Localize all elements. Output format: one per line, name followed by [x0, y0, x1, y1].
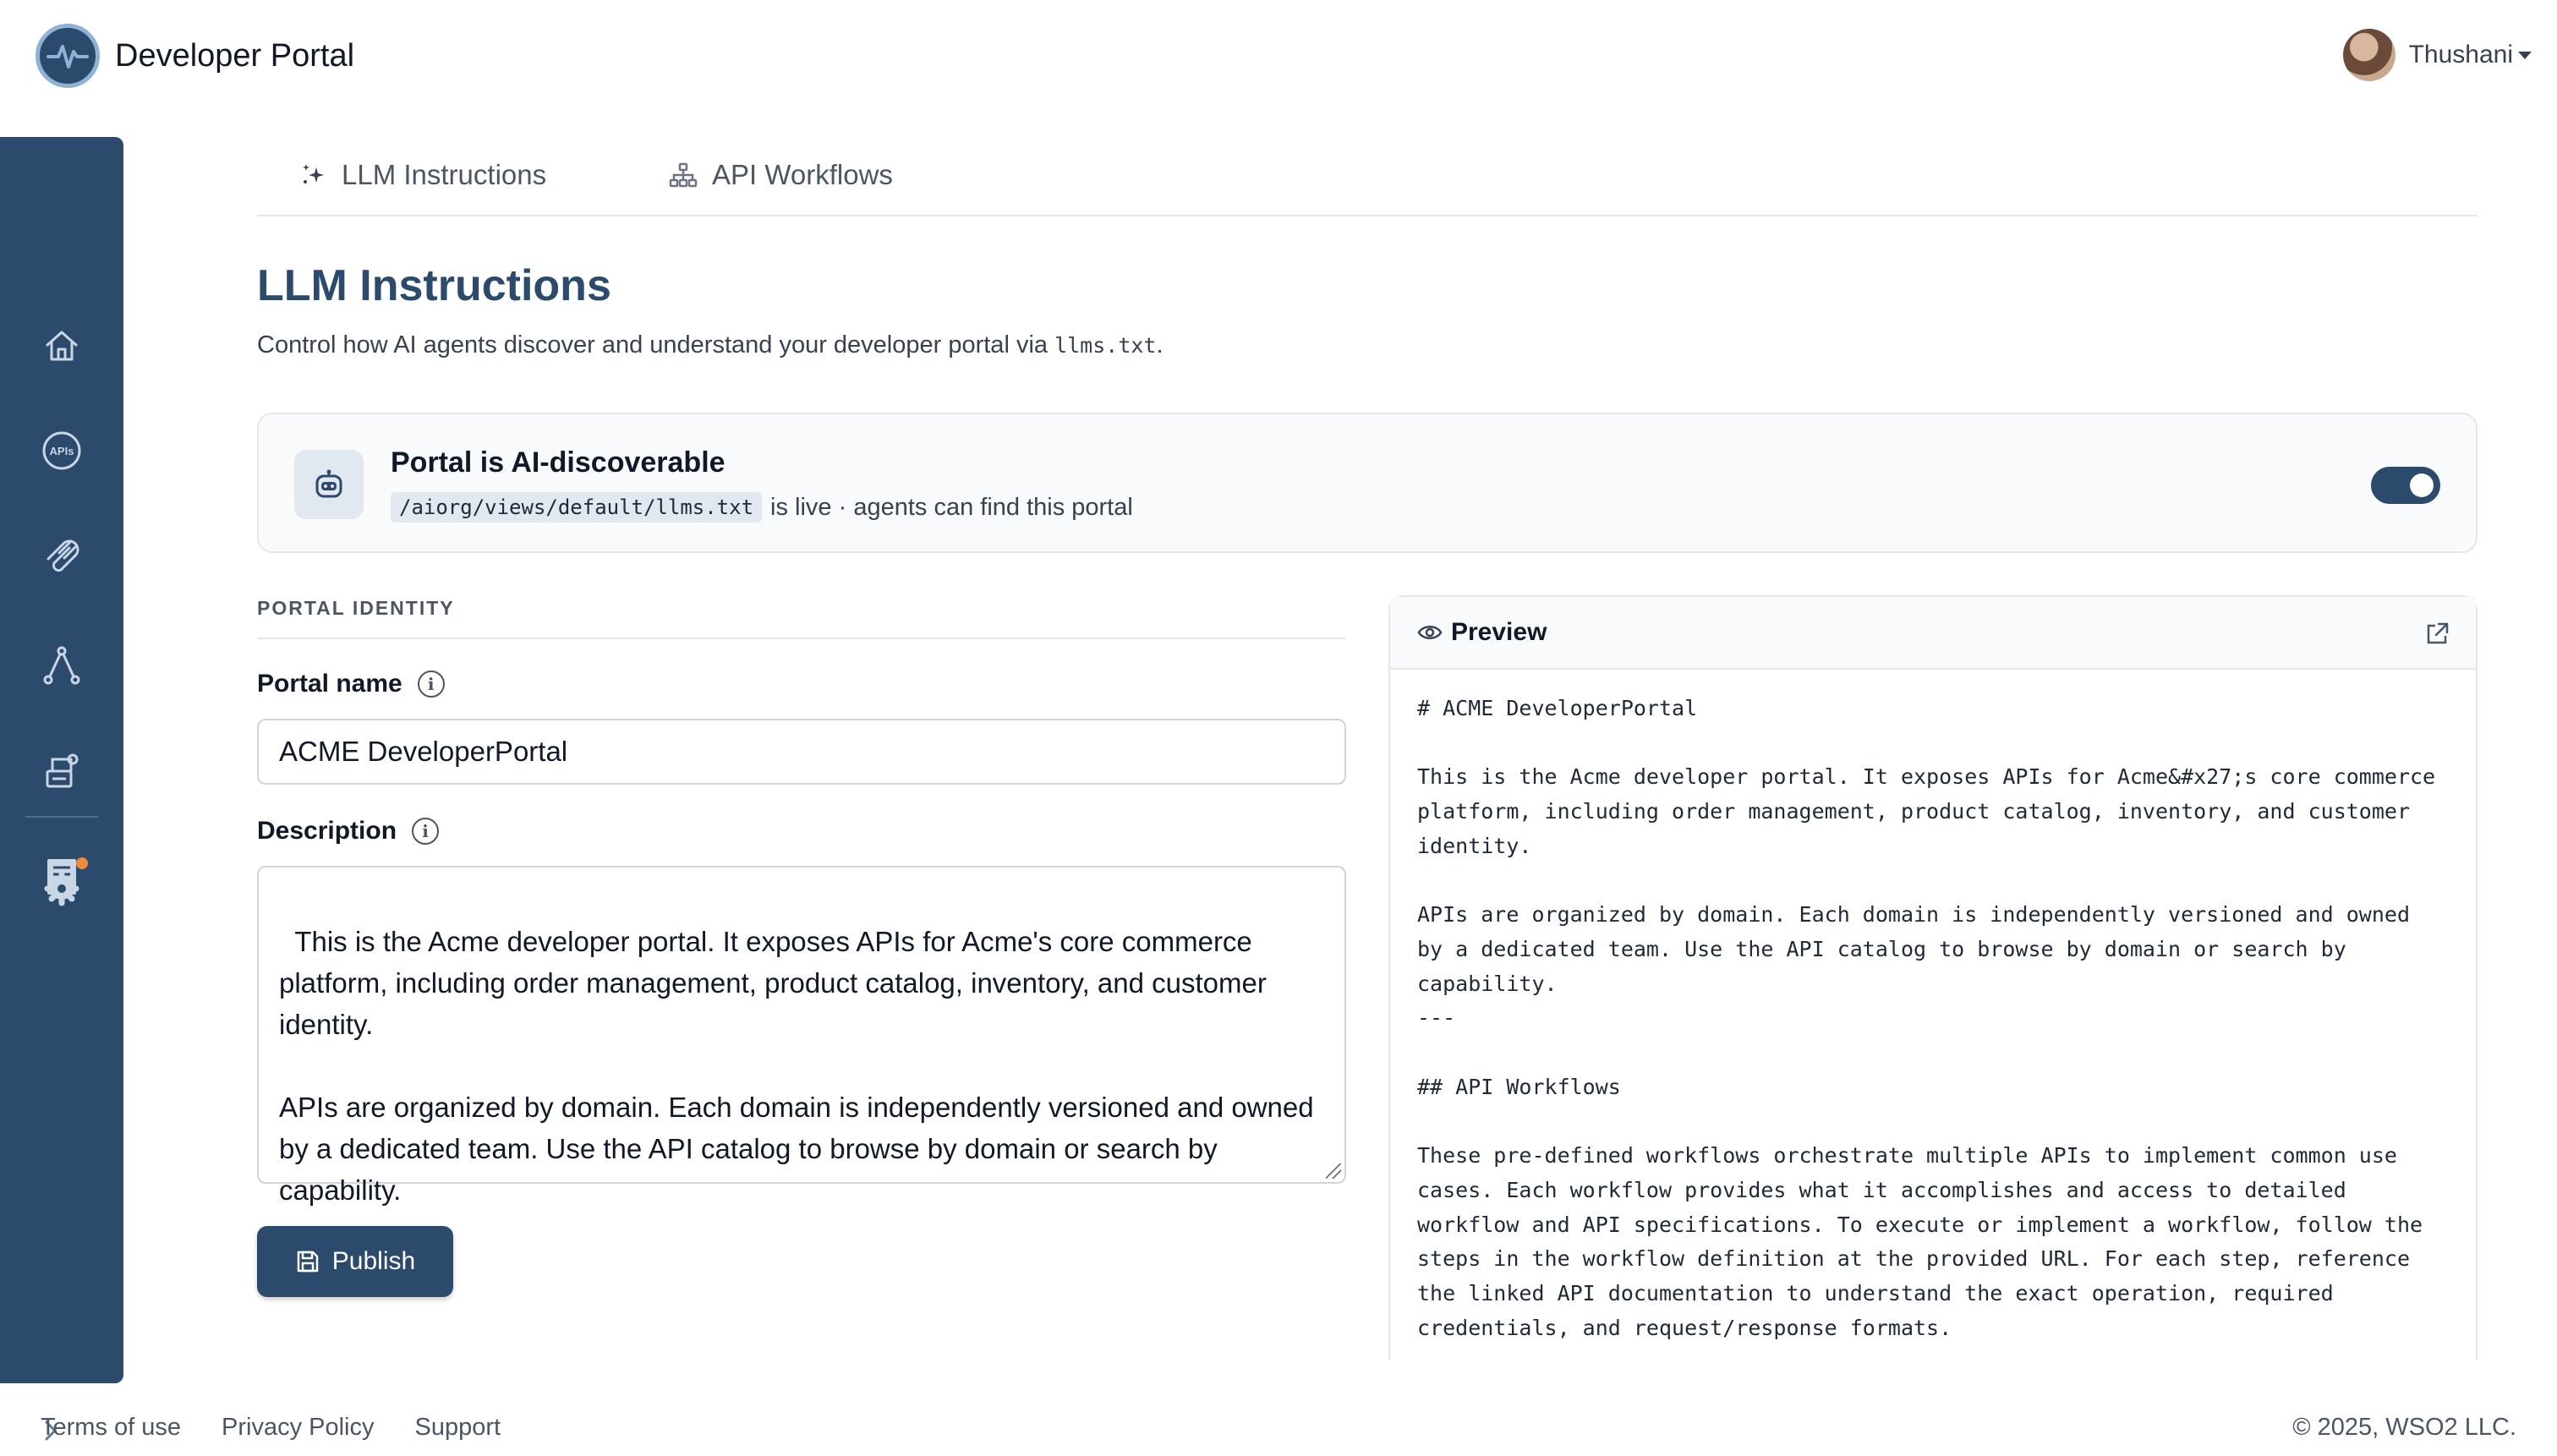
input-value: ACME DeveloperPortal: [279, 736, 568, 767]
applications-icon: [41, 751, 83, 793]
publish-label: Publish: [331, 1247, 416, 1275]
toggle-knob: [2410, 473, 2434, 497]
save-icon: [295, 1249, 320, 1274]
section-divider: [257, 638, 1346, 639]
subtitle-suffix: .: [1156, 331, 1164, 359]
sidebar-item-workflows[interactable]: [0, 519, 123, 595]
eye-icon: [1417, 622, 1443, 643]
external-link-icon[interactable]: [2423, 621, 2450, 648]
tab-api-workflows[interactable]: [668, 159, 893, 191]
preview-header: [1390, 597, 2476, 670]
settings-notification-dot: [76, 857, 88, 869]
sidebar-item-applications[interactable]: [0, 734, 123, 810]
hierarchy-icon: [668, 161, 698, 189]
ai-discoverable-card: [257, 413, 2478, 553]
svg-text:APIs: APIs: [49, 445, 74, 457]
apis-icon: [41, 430, 83, 472]
home-icon: [42, 326, 81, 365]
preview-panel: [1388, 595, 2478, 1360]
ai-card-title: Portal is AI-discoverable: [391, 446, 725, 479]
ai-card-status: [391, 492, 1133, 523]
top-bar: [0, 0, 2557, 110]
gear-icon: [42, 869, 81, 908]
preview-title: Preview: [1451, 618, 1547, 646]
resize-handle-icon[interactable]: [1326, 1163, 1341, 1179]
footer-link-support[interactable]: Support: [414, 1414, 501, 1441]
robot-icon: [294, 450, 364, 519]
chevron-down-icon: [2518, 52, 2532, 59]
footer-link-terms[interactable]: Terms of use: [41, 1414, 181, 1441]
llms-path: /aiorg/views/default/llms.txt: [391, 492, 762, 523]
paperclip-icon: [41, 536, 83, 578]
label-text: Portal name: [257, 670, 402, 698]
tab-label: LLM Instructions: [342, 159, 547, 190]
page-subtitle: [257, 331, 1164, 359]
portal-name-label: [257, 670, 445, 698]
user-name: Thushani: [2408, 41, 2513, 68]
user-menu[interactable]: [2343, 29, 2532, 81]
preview-content: # ACME DeveloperPortal This is the Acme developer portal. It exposes APIs for Acme&#x27;s core commerce platform, including order management, product catalog, inventory, and customer identity. APIs are organized by domain. Each domain is independently versioned and owned by a dedicated team. Use the API catalog to browse by domain or search by capability. --- ## API Workflows These pre-defined workflows orchestrate multiple APIs to implement common use cases. Each workflow provides what it accomplishes and access to detailed workflow and API specifications. To execute or implement a workflow, follow the steps in the workflow definition at the provided URL. For each step, reference the linked API documentation to understand the exact operation, required credentials, and request/response formats.: [1417, 696, 2436, 1340]
sidebar-divider: [25, 816, 98, 818]
info-icon[interactable]: i: [418, 671, 445, 698]
sidebar-item-flows[interactable]: [0, 627, 123, 703]
subtitle-code: llms.txt: [1054, 333, 1157, 358]
tab-bar: [257, 144, 2478, 216]
footer-links: [41, 1414, 541, 1442]
subtitle-text: Control how AI agents discover and understand your developer portal via: [257, 331, 1055, 359]
sidebar-item-apis[interactable]: [0, 413, 123, 489]
textarea-value: This is the Acme developer portal. It exposes APIs for Acme's core commerce platform, including order management, product catalog, inventory, and customer identity. APIs are organized by domain. Each domain is independently versioned and owned by a dedicated team. Use the API catalog to browse by domain or search by capability.: [279, 926, 1314, 1206]
ai-discoverable-toggle[interactable]: [2371, 467, 2440, 504]
tab-label: API Workflows: [712, 159, 893, 190]
description-label: [257, 817, 439, 846]
avatar: [2343, 29, 2395, 81]
sidebar-item-home[interactable]: [0, 308, 123, 384]
portal-logo-icon: [36, 24, 100, 88]
footer-link-privacy[interactable]: Privacy Policy: [222, 1414, 375, 1441]
brand[interactable]: [36, 24, 354, 88]
tab-llm-instructions[interactable]: [299, 159, 546, 191]
portal-name-input[interactable]: [257, 719, 1346, 785]
sidebar-item-settings[interactable]: [0, 851, 123, 927]
info-icon[interactable]: i: [412, 818, 439, 845]
page-title: LLM Instructions: [257, 261, 611, 310]
section-label: PORTAL IDENTITY: [257, 597, 455, 619]
ai-status-text: is live · agents can find this portal: [770, 493, 1133, 521]
copyright: © 2025, WSO2 LLC.: [2292, 1414, 2516, 1441]
graph-icon: [41, 644, 83, 687]
app-title: Developer Portal: [115, 37, 355, 74]
sparkle-icon: [299, 161, 328, 189]
publish-button[interactable]: [257, 1226, 453, 1297]
sidebar: [0, 137, 123, 1383]
label-text: Description: [257, 817, 397, 845]
description-textarea[interactable]: [257, 866, 1346, 1206]
